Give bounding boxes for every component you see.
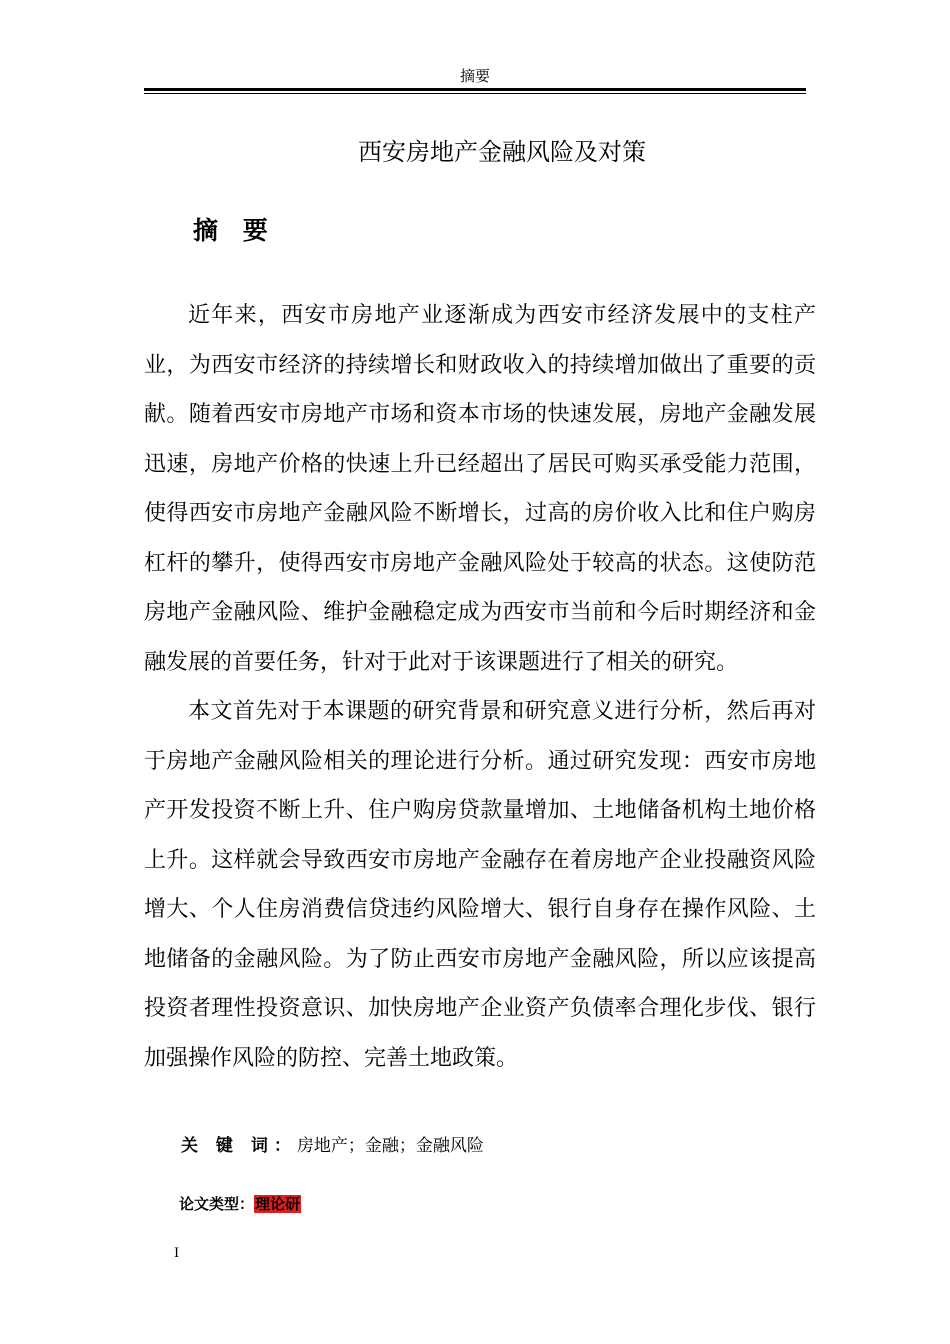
running-header: 摘要 bbox=[459, 67, 490, 85]
page-number: I bbox=[174, 1246, 180, 1261]
doc-type-value: 理论研 bbox=[255, 1195, 301, 1213]
document-title: 西安房地产金融风险及对策 bbox=[358, 138, 646, 166]
keywords-label: 关 键 词： bbox=[181, 1136, 297, 1156]
header-rule-thick bbox=[144, 88, 806, 91]
abstract-paragraph-2: 本文首先对于本课题的研究背景和研究意义进行分析，然后再对于房地产金融风险相关的理论进行分析。通过研究发现：西安市房地产开发投资不断上升、住户购房贷款量增加、土地储备机构土地价格上升。这样就会导致西安市房地产金融存在着房地产企业投融资风险增大、个人住房消费信贷违约风险增大、银行自身存在操作风险、土地储备的金融风险。为了防止西安市房地产金融风险，所以应该提高投资者理性投资意识、加快房地产企业资产负债率合理化步伐、银行加强操作风险的防控、完善土地政策。 bbox=[144, 699, 816, 1071]
header-rule-thin bbox=[144, 93, 806, 94]
abstract-body bbox=[144, 291, 816, 1083]
doc-type-line bbox=[179, 1192, 301, 1216]
abstract-paragraph-1: 近年来，西安市房地产业逐渐成为西安市经济发展中的支柱产业，为西安市经济的持续增长和财政收入的持续增加做出了重要的贡献。随着西安市房地产市场和资本市场的快速发展，房地产金融发展迅速，房地产价格的快速上升已经超出了居民可购买承受能力范围，使得西安市房地产金融风险不断增长，过高的房价收入比和住户购房杠杆的攀升，使得西安市房地产金融风险处于较高的状态。这使防范房地产金融风险、维护金融稳定成为西安市当前和今后时期经济和金融发展的首要任务，针对于此对于该课题进行了相关的研究。 bbox=[144, 303, 816, 675]
keywords-line bbox=[181, 1133, 484, 1159]
doc-type-label: 论文类型： bbox=[179, 1195, 255, 1213]
keywords-value: 房地产；金融；金融风险 bbox=[296, 1136, 484, 1156]
abstract-heading: 摘 要 bbox=[193, 216, 276, 245]
